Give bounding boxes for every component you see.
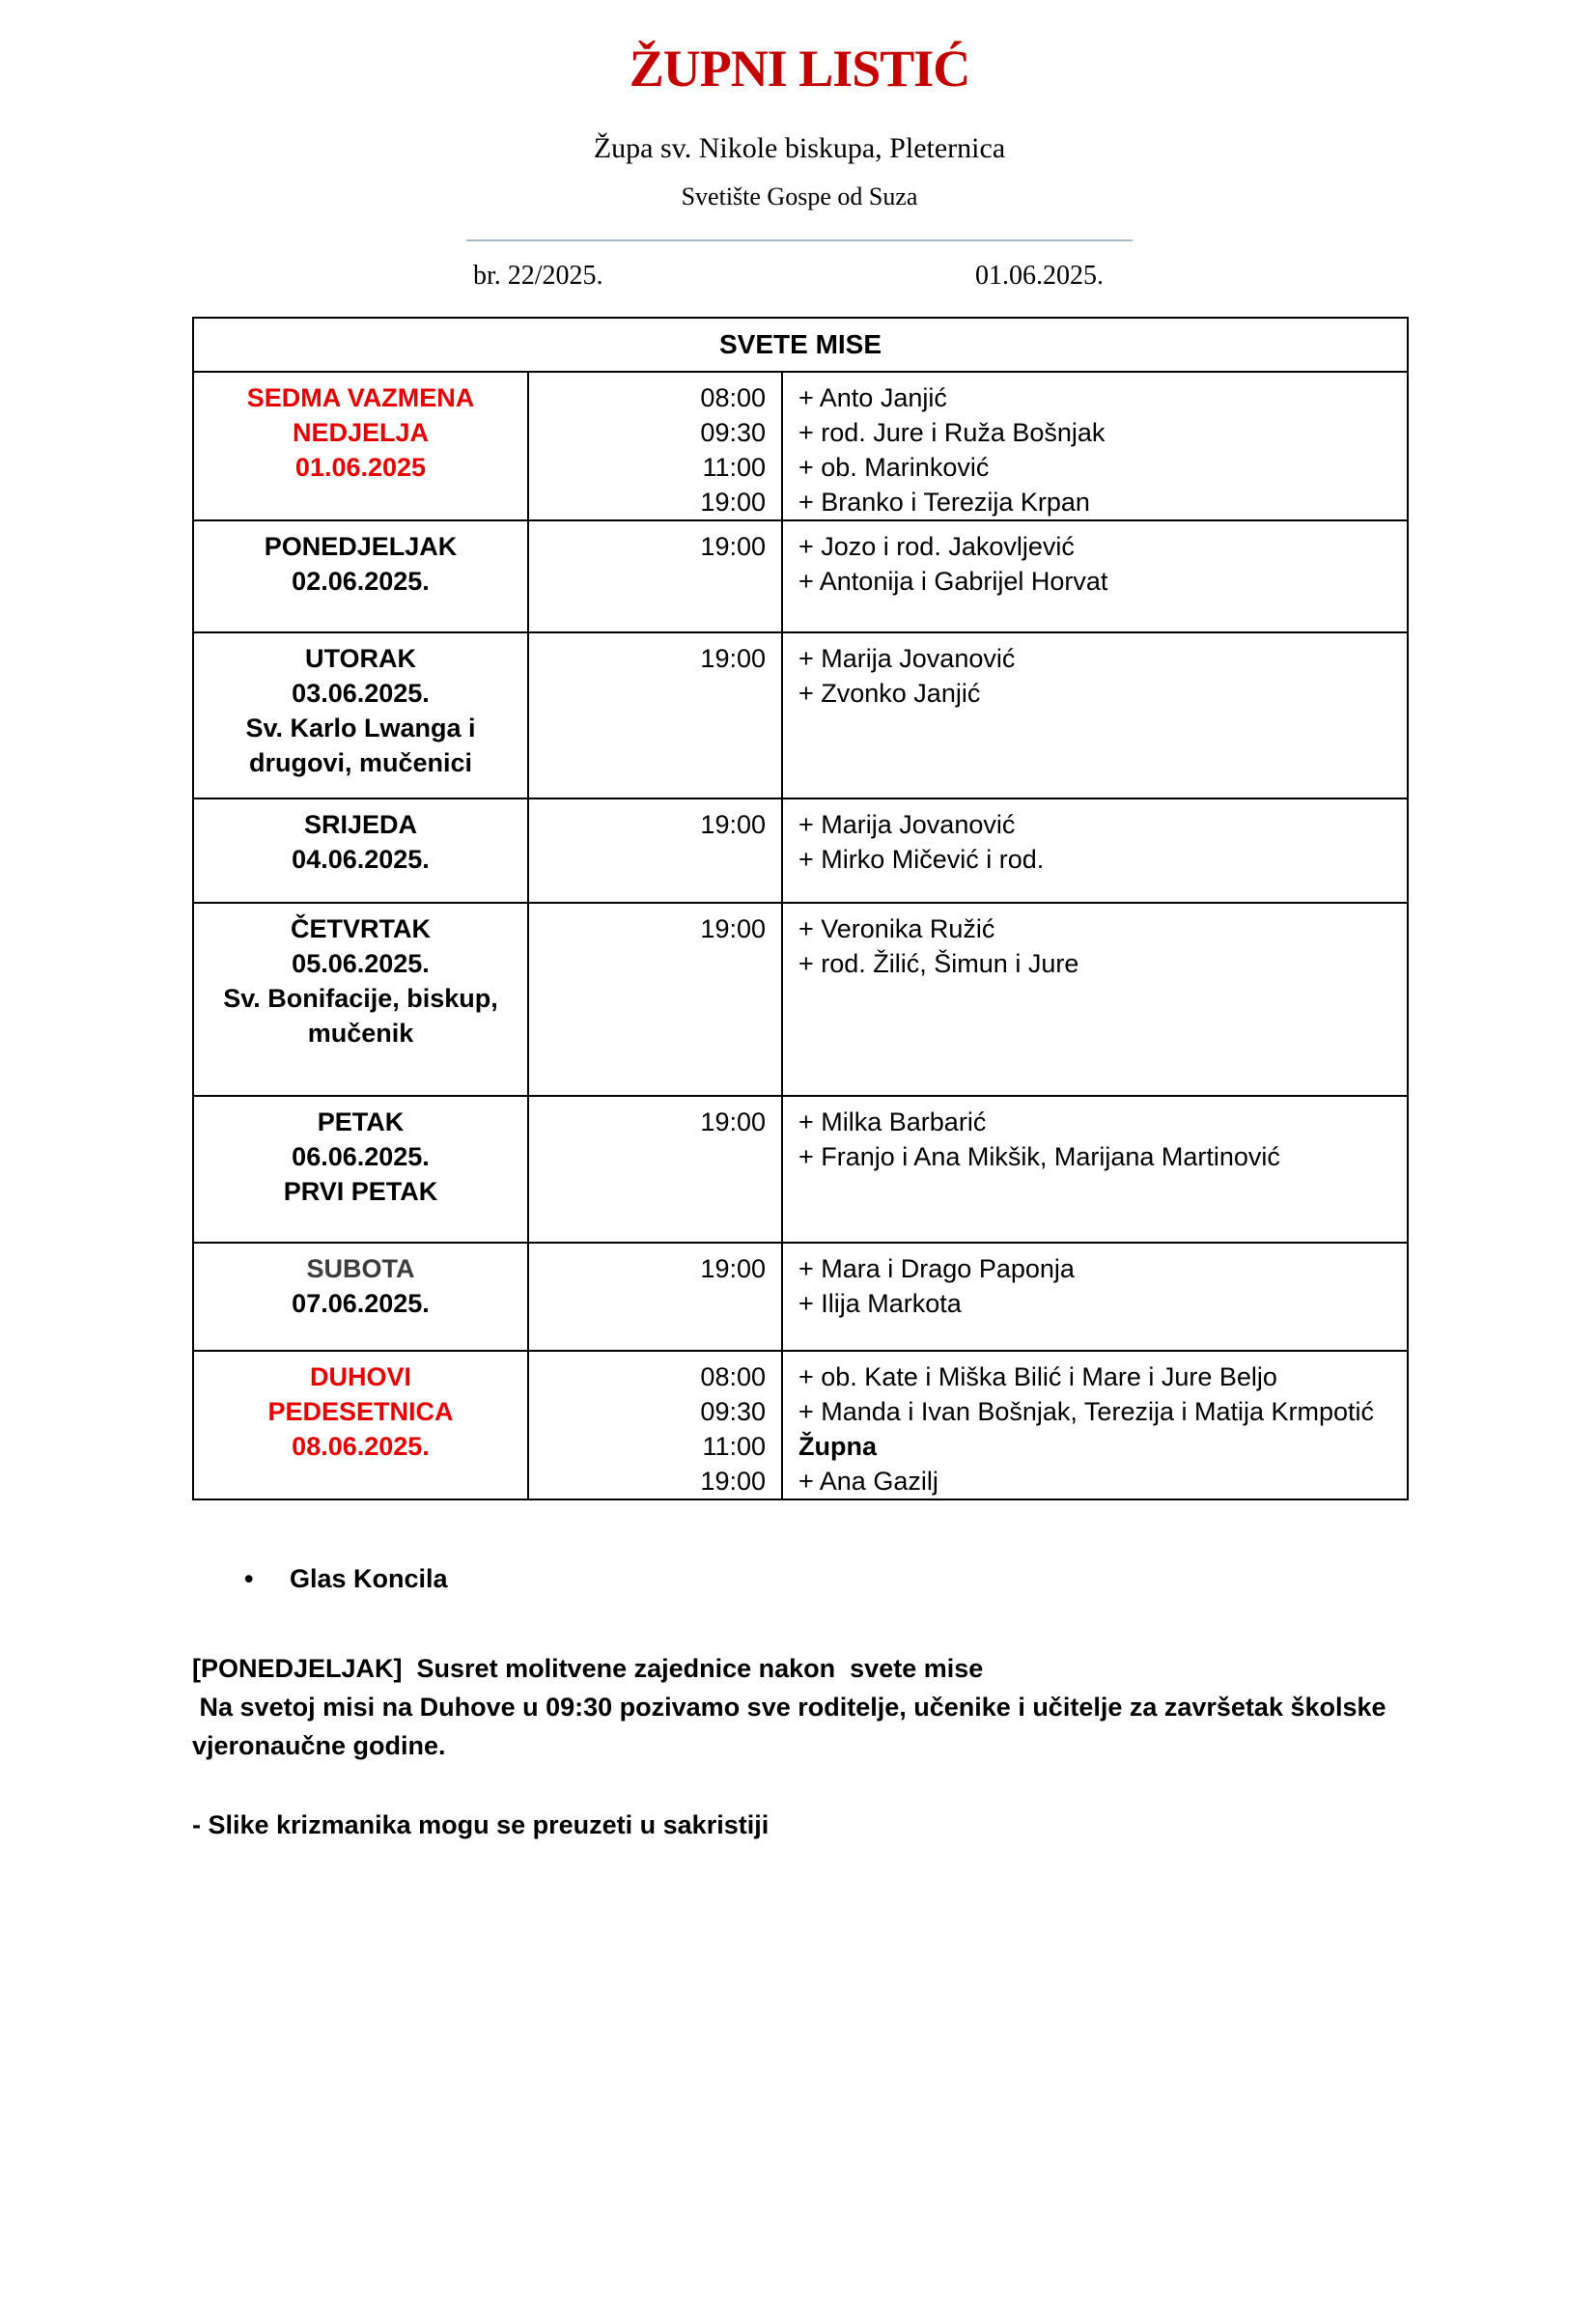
intention-cell: [782, 903, 1408, 1096]
day-line: 01.06.2025: [294, 453, 427, 482]
issue-number: br. 22/2025.: [473, 261, 603, 291]
day-line: PEDESETNICA: [267, 1397, 454, 1426]
mass-time: 19:00: [700, 810, 766, 839]
mass-intention: + Branko i Terezija Krpan: [798, 488, 1090, 517]
table-row: [193, 520, 1408, 632]
day-line: SEDMA VAZMENA: [246, 383, 475, 412]
table-row: [193, 903, 1408, 1096]
announcement-paragraph: [192, 1649, 1407, 1765]
page: [192, 39, 1407, 1842]
day-line: drugovi, mučenici: [248, 748, 473, 777]
intention-cell: [782, 632, 1408, 798]
time-cell: [528, 1243, 782, 1351]
time-cell: [528, 372, 782, 520]
bullet-list-item: [244, 1562, 1407, 1595]
day-line: UTORAK: [304, 644, 416, 673]
mass-time: 19:00: [700, 1254, 766, 1283]
intention-cell: [782, 798, 1408, 903]
time-cell: [528, 1096, 782, 1243]
day-line: 08.06.2025.: [292, 1432, 430, 1461]
mass-schedule-table: [192, 317, 1409, 1500]
mass-time: 08:00: [700, 1362, 766, 1391]
mass-intention: + rod. Jure i Ruža Bošnjak: [798, 418, 1106, 447]
day-line: mučenik: [307, 1019, 414, 1048]
time-cell: [528, 903, 782, 1096]
day-line: SUBOTA: [306, 1254, 415, 1283]
mass-intention: + Marija Jovanović: [798, 810, 1016, 839]
mass-intention: + Jozo i rod. Jakovljević: [798, 532, 1075, 561]
page-title: ŽUPNI LISTIĆ: [629, 40, 970, 98]
day-line: 07.06.2025.: [292, 1289, 430, 1318]
day-line: 04.06.2025.: [292, 845, 430, 874]
table-row: [193, 1096, 1408, 1243]
mass-intention: + Mirko Mičević i rod.: [798, 845, 1045, 874]
intention-cell: [782, 1243, 1408, 1351]
day-cell: [193, 1096, 528, 1243]
mass-time: 08:00: [700, 383, 766, 412]
table-row: [193, 1351, 1408, 1499]
mass-time: 19:00: [700, 914, 766, 943]
mass-intention: + ob. Kate i Miška Bilić i Mare i Jure Beljo: [798, 1362, 1277, 1391]
mass-intention: + Marija Jovanović: [798, 644, 1016, 673]
announcement-line: [PONEDJELJAK] Susret molitvene zajednice nakon svete mise: [192, 1654, 984, 1683]
day-line: NEDJELJA: [292, 418, 430, 447]
table-row: [193, 372, 1408, 520]
time-cell: [528, 520, 782, 632]
horizontal-rule: [466, 239, 1133, 241]
mass-table-body: [193, 372, 1408, 1499]
time-cell: [528, 1351, 782, 1499]
mass-time: 09:30: [700, 1397, 766, 1426]
shrine-subtitle: Svetište Gospe od Suza: [681, 182, 918, 210]
day-line: 02.06.2025.: [292, 567, 430, 596]
announcement-line: vjeronaučne godine.: [192, 1731, 446, 1760]
issue-date: 01.06.2025.: [975, 261, 1104, 291]
day-cell: [193, 372, 528, 520]
time-cell: [528, 632, 782, 798]
day-cell: [193, 1351, 528, 1499]
mass-intention: + Antonija i Gabrijel Horvat: [798, 567, 1108, 596]
mass-intention: + Anto Janjić: [798, 383, 947, 412]
document-header: [192, 39, 1407, 295]
day-line: Sv. Bonifacije, biskup,: [223, 984, 498, 1013]
mass-intention: + Zvonko Janjić: [798, 679, 981, 708]
mass-intention: + Ilija Markota: [798, 1289, 962, 1318]
mass-time: 19:00: [700, 488, 766, 517]
day-line: SRIJEDA: [303, 810, 418, 839]
day-line: 06.06.2025.: [292, 1142, 430, 1171]
day-line: Sv. Karlo Lwanga i: [245, 714, 476, 742]
mass-intention: + rod. Žilić, Šimun i Jure: [798, 949, 1079, 978]
day-cell: [193, 632, 528, 798]
day-cell: [193, 520, 528, 632]
mass-time: 11:00: [702, 453, 766, 482]
mass-time: 19:00: [700, 1467, 766, 1496]
day-line: 03.06.2025.: [292, 679, 430, 708]
mass-time: 11:00: [702, 1432, 766, 1461]
table-row: [193, 1243, 1408, 1351]
intention-cell: [782, 1096, 1408, 1243]
mass-time: 09:30: [700, 418, 766, 447]
footer-note: - Slike krizmanika mogu se preuzeti u sakristiji: [192, 1810, 770, 1839]
day-line: 05.06.2025.: [292, 949, 430, 978]
mass-intention: + Veronika Ružić: [798, 914, 995, 943]
mass-intention: + Mara i Drago Paponja: [798, 1254, 1075, 1283]
bullet-icon: •: [244, 1564, 254, 1593]
table-row: [193, 632, 1408, 798]
time-cell: [528, 798, 782, 903]
intention-cell: [782, 520, 1408, 632]
day-cell: [193, 798, 528, 903]
mass-intention: + Manda i Ivan Bošnjak, Terezija i Matija Krmpotić: [798, 1397, 1375, 1426]
intention-cell: [782, 1351, 1408, 1499]
day-line: PRVI PETAK: [283, 1177, 438, 1206]
day-line: DUHOVI: [309, 1362, 411, 1391]
mass-time: 19:00: [700, 1107, 766, 1136]
day-line: PETAK: [317, 1107, 405, 1136]
mass-time: 19:00: [700, 532, 766, 561]
issue-meta-row: [192, 257, 1407, 295]
day-line: PONEDJELJAK: [264, 532, 458, 561]
mass-intention: + Milka Barbarić: [798, 1107, 987, 1136]
table-title: SVETE MISE: [193, 318, 1408, 372]
mass-intention: + ob. Marinković: [798, 453, 990, 482]
mass-time: 19:00: [700, 644, 766, 673]
day-cell: [193, 1243, 528, 1351]
day-cell: [193, 903, 528, 1096]
announcement-line: Na svetoj misi na Duhove u 09:30 pozivamo sve roditelje, učenike i učitelje za završetak školske: [192, 1693, 1386, 1722]
parish-subtitle: Župa sv. Nikole biskupa, Pleternica: [593, 132, 1006, 164]
mass-intention: + Ana Gazilj: [798, 1467, 938, 1496]
day-line: ČETVRTAK: [291, 914, 431, 943]
mass-intention: + Franjo i Ana Mikšik, Marijana Martinović: [798, 1142, 1280, 1171]
intention-cell: [782, 372, 1408, 520]
bullet-item-label: Glas Koncila: [290, 1564, 448, 1593]
table-row: [193, 798, 1408, 903]
mass-intention: Župna: [798, 1432, 877, 1461]
table-header-row: [193, 318, 1408, 372]
